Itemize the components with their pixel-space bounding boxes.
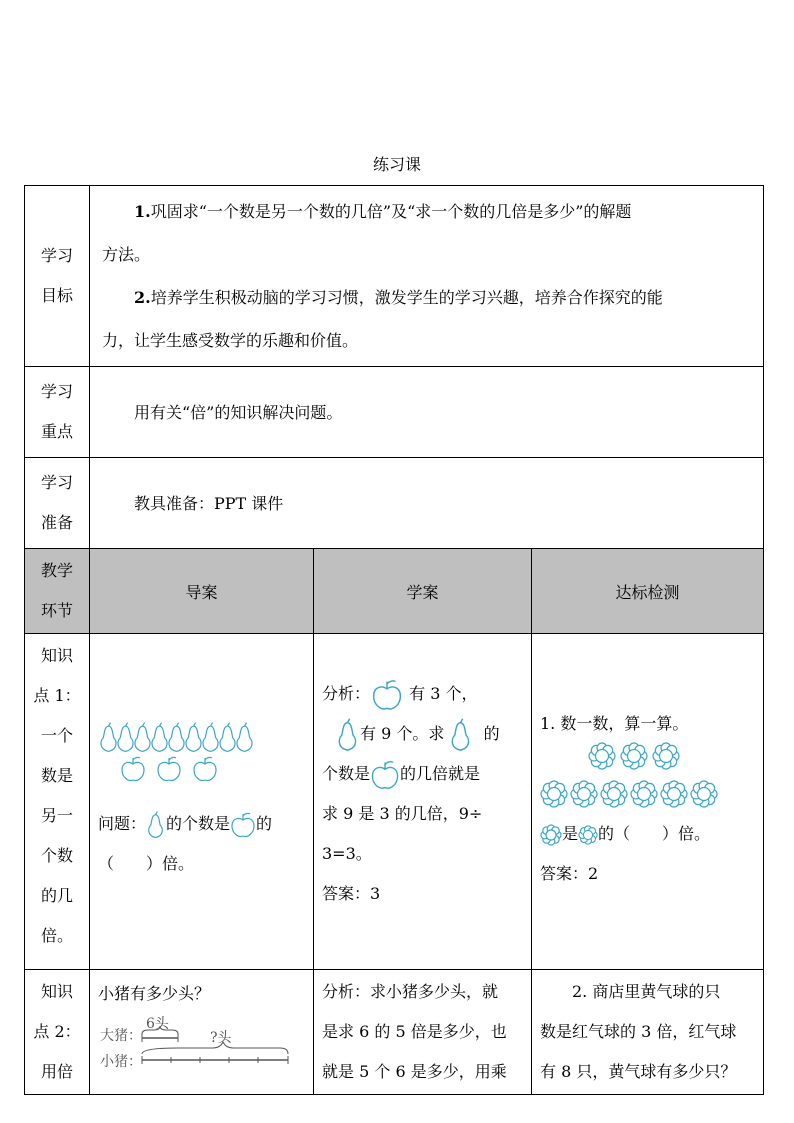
pear-icon bbox=[118, 723, 133, 752]
big-pig-label: 大猪： bbox=[100, 1028, 142, 1044]
kp2-row bbox=[25, 970, 764, 1095]
lesson-table bbox=[24, 185, 764, 1095]
small-pig-label: 小猪： bbox=[100, 1054, 142, 1070]
objectives-row bbox=[25, 186, 764, 367]
header-study: 学案 bbox=[314, 549, 532, 634]
pear-shape bbox=[149, 811, 163, 837]
flower-icon bbox=[589, 743, 615, 769]
pear-icon bbox=[449, 716, 473, 754]
kp1-study: 分析： 有 3 个， 有 9 个。求 的 个数是 的几倍就是 求 9 是 3 的几倍，9÷ 3=3。 答案：3 bbox=[314, 634, 532, 970]
flower-icon bbox=[541, 781, 567, 807]
header-guide: 导案 bbox=[90, 549, 314, 634]
flower-icon bbox=[631, 781, 657, 807]
kp1-guide-question: 问题： 的个数是 的 bbox=[98, 804, 305, 844]
pear-icon bbox=[220, 723, 235, 752]
flower-shape bbox=[579, 825, 597, 843]
flower-icon bbox=[621, 743, 647, 769]
pear-icon bbox=[336, 716, 360, 754]
kp2-guide: 小猪有多少头？ 大猪： 6头 ?头 小猪： bbox=[90, 970, 314, 1095]
kp1-check: 1. 数一数，算一算。 是 的（ ）倍。 答案：2 bbox=[532, 634, 764, 970]
pear-icon bbox=[203, 723, 218, 752]
kp1-label: 知识 点 1： 一个 数是 另一 个数 的几 倍。 bbox=[25, 634, 90, 970]
flower-icon bbox=[578, 825, 598, 845]
flower-icon bbox=[691, 781, 717, 807]
prep-row bbox=[25, 458, 764, 549]
flower-icon bbox=[571, 781, 597, 807]
apple-icon bbox=[122, 757, 144, 780]
prep-content: 教具准备：PPT 课件 bbox=[90, 458, 764, 549]
kp2-check: 2. 商店里黄气球的只 数是红气球的 3 倍，红气球 有 8 只，黄气球有多少只？ bbox=[532, 970, 764, 1095]
flower-icon bbox=[540, 824, 562, 846]
focus-row bbox=[25, 367, 764, 458]
apple-icon bbox=[158, 757, 180, 780]
six-label: 6头 bbox=[146, 1016, 169, 1032]
objective-2-cont: 力，让学生感受数学的乐趣和价值。 bbox=[102, 331, 359, 350]
apple-icon bbox=[370, 759, 400, 791]
flower-icons bbox=[540, 740, 720, 814]
flower-group bbox=[540, 740, 755, 814]
flower-icon bbox=[601, 781, 627, 807]
pear-icon bbox=[135, 723, 150, 752]
header-check: 达标检测 bbox=[532, 549, 764, 634]
header-stage-label: 教学 环节 bbox=[25, 549, 90, 634]
pear-icons bbox=[98, 720, 258, 754]
apple-shape bbox=[374, 680, 401, 708]
pear-icon bbox=[169, 723, 184, 752]
pig-diagram bbox=[98, 1014, 305, 1074]
apple-shape bbox=[372, 761, 397, 787]
objective-2: 2.培养学生积极动脑的学习习惯，激发学生的学习兴趣，培养合作探究的能 bbox=[134, 288, 663, 307]
objectives-content bbox=[90, 186, 764, 367]
kp1-row bbox=[25, 634, 764, 970]
pear-icon bbox=[152, 723, 167, 752]
flower-icon bbox=[653, 743, 679, 769]
pear-shape bbox=[339, 718, 355, 749]
page-title: 练习课 bbox=[372, 155, 421, 174]
focus-content: 用有关“倍”的知识解决问题。 bbox=[90, 367, 764, 458]
pear-shape bbox=[453, 718, 469, 749]
apple-icon bbox=[230, 811, 256, 839]
header-row bbox=[25, 549, 764, 634]
unknown-label: ?头 bbox=[210, 1030, 232, 1046]
prep-label: 学习 准备 bbox=[25, 458, 90, 549]
kp1-guide: 问题： 的个数是 的 （ ）倍。 bbox=[90, 634, 314, 970]
apples-row bbox=[98, 754, 305, 784]
apple-icon bbox=[370, 678, 404, 712]
kp2-label: 知识 点 2： 用倍 bbox=[25, 970, 90, 1095]
focus-label: 学习 重点 bbox=[25, 367, 90, 458]
pear-icon bbox=[237, 723, 252, 752]
flower-icon bbox=[661, 781, 687, 807]
objective-1: 1.巩固求“一个数是另一个数的几倍”及“求一个数的几倍是多少”的解题 bbox=[134, 202, 632, 221]
segment-diagram bbox=[98, 1014, 298, 1074]
apple-icon bbox=[194, 757, 216, 780]
apple-icons bbox=[120, 754, 250, 784]
apple-shape bbox=[232, 813, 254, 836]
pears-row bbox=[98, 720, 305, 754]
objective-1-cont: 方法。 bbox=[102, 245, 151, 264]
pear-icon bbox=[146, 810, 166, 840]
kp2-study: 分析：求小猪多少头，就 是求 6 的 5 倍是多少，也 就是 5 个 6 是多少，用乘 bbox=[314, 970, 532, 1095]
pear-icon bbox=[101, 723, 116, 752]
pear-icon bbox=[186, 723, 201, 752]
objectives-label: 学习 目标 bbox=[25, 186, 90, 367]
flower-shape bbox=[541, 825, 561, 845]
